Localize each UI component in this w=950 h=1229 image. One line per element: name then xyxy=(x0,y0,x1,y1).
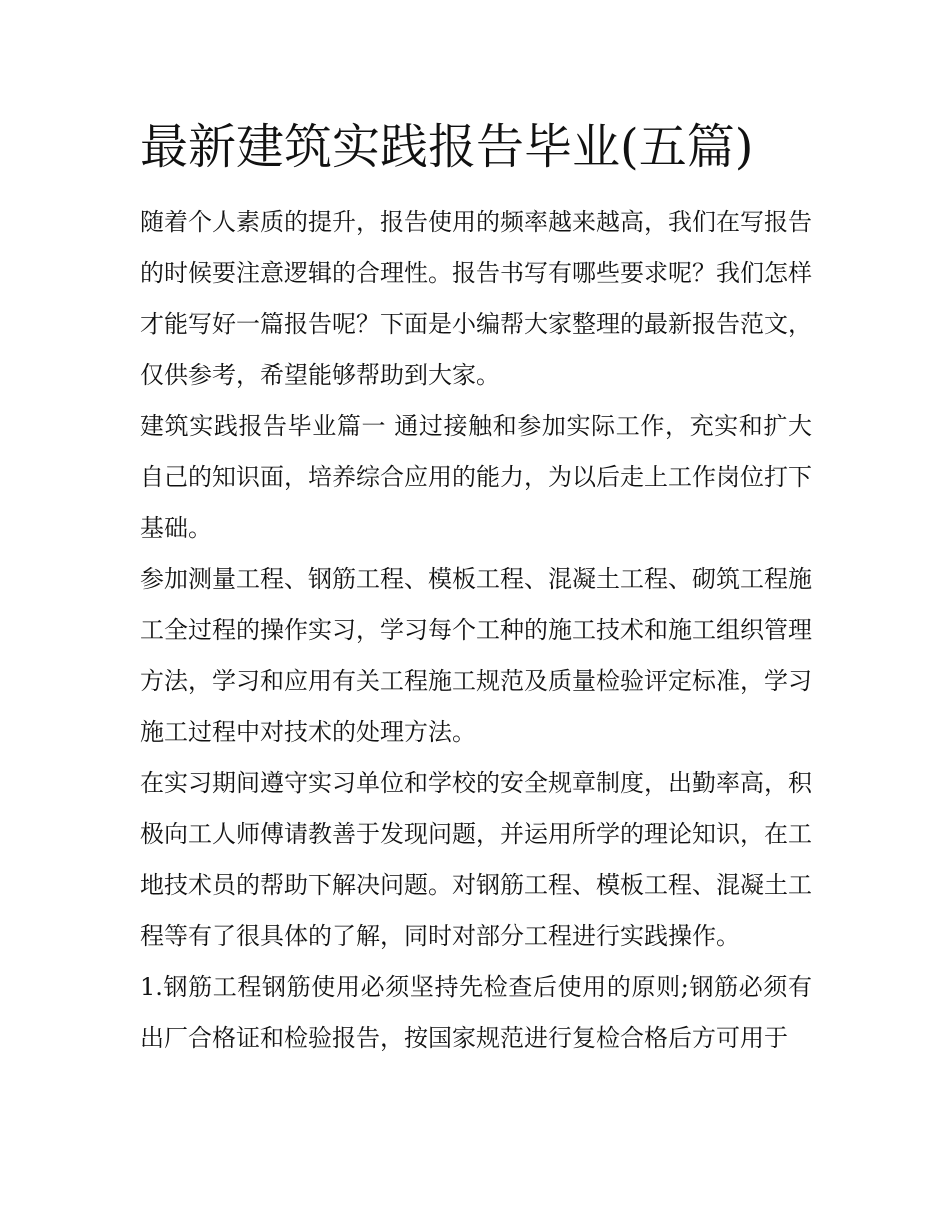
document-title: 最新建筑实践报告毕业(五篇) xyxy=(140,119,754,175)
document-body xyxy=(140,197,812,1064)
internship-conduct-paragraph: 在实习期间遵守实习单位和学校的安全规章制度，出勤率高，积极向工人师傅请教善于发现问题，并运用所学的理论知识，在工地技术员的帮助下解决问题。对钢筋工程、模板工程、混凝土工程等有了很具体的了解，同时对部分工程进行实践操作。 xyxy=(140,769,812,950)
practice-scope-paragraph: 参加测量工程、钢筋工程、模板工程、混凝土工程、砌筑工程施工全过程的操作实习，学习每个工种的施工技术和施工组织管理方法，学习和应用有关工程施工规范及质量检验评定标准，学习施工过程中对技术的处理方法。 xyxy=(140,565,812,746)
section-one-paragraph: 建筑实践报告毕业篇一 通过接触和参加实际工作，充实和扩大自己的知识面，培养综合应用的能力，为以后走上工作岗位打下基础。 xyxy=(140,412,812,542)
rebar-engineering-paragraph: 1.钢筋工程钢筋使用必须坚持先检查后使用的原则;钢筋必须有出厂合格证和检验报告，按国家规范进行复检合格后方可用于 xyxy=(140,973,812,1052)
intro-paragraph: 随着个人素质的提升，报告使用的频率越来越高，我们在写报告的时候要注意逻辑的合理性。报告书写有哪些要求呢？我们怎样才能写好一篇报告呢？下面是小编帮大家整理的最新报告范文，仅供参考，希望能够帮助到大家。 xyxy=(140,208,812,389)
